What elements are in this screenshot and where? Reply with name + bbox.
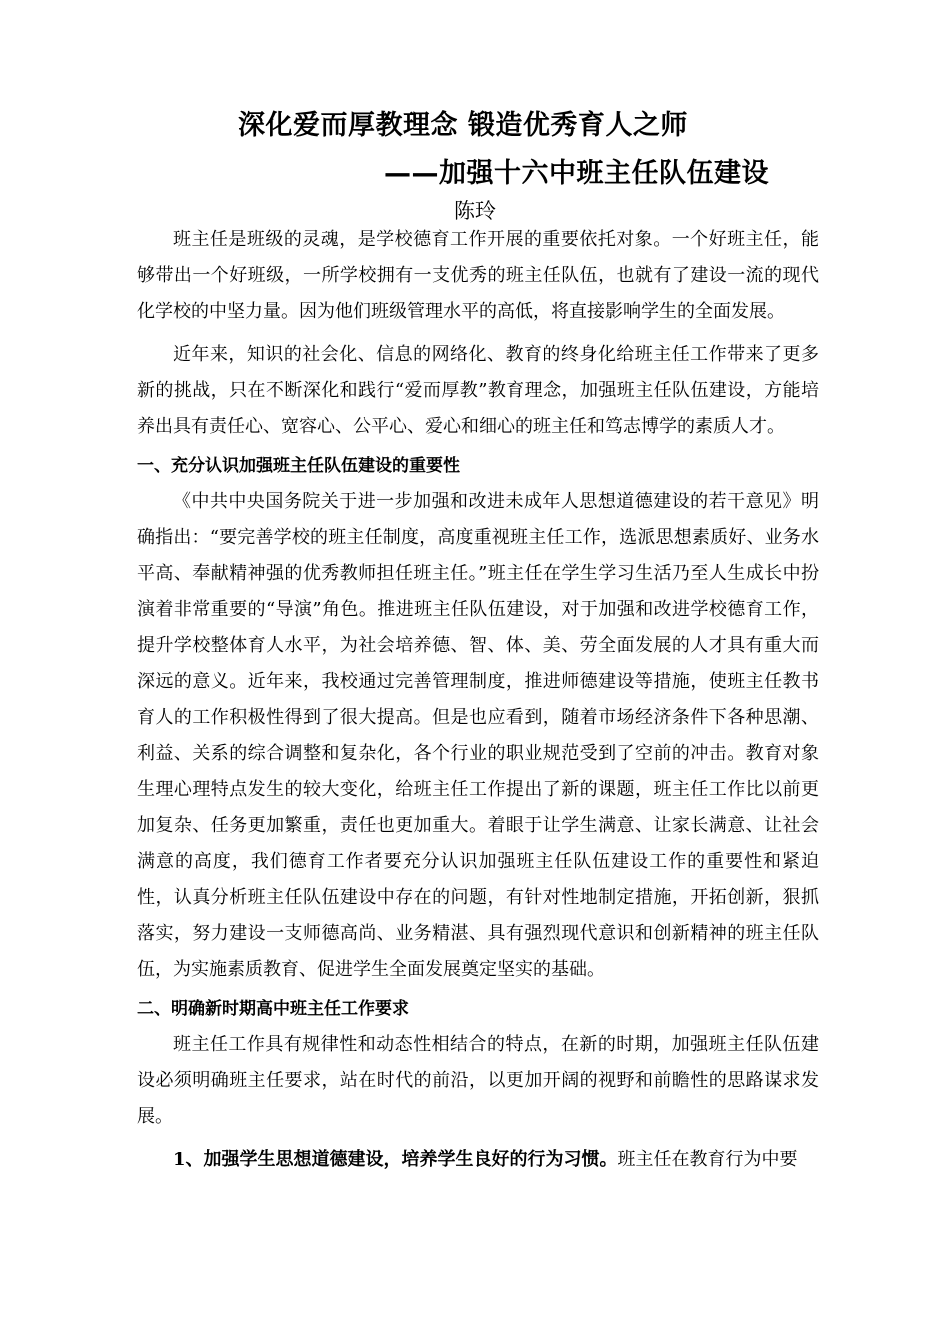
document-body xyxy=(137,222,819,1178)
section-heading-2: 二、明确新时期高中班主任工作要求 xyxy=(137,999,409,1019)
document-subtitle: ——加强十六中班主任队伍建设 xyxy=(384,158,769,189)
section-heading-1: 一、充分认识加强班主任队伍建设的重要性 xyxy=(137,456,460,476)
document-title: 深化爱而厚教理念 锻造优秀育人之师 xyxy=(238,110,688,141)
author-name: 陈玲 xyxy=(454,199,496,223)
section-2-item-1 xyxy=(137,1142,819,1178)
intro-paragraph-2: 近年来，知识的社会化、信息的网络化、教育的终身化给班主任工作带来了更多新的挑战，只在不断深化和践行“爱而厚教”教育理念，加强班主任队伍建设，方能培养出具有责任心、宽容心、公平心、爱心和细心的班主任和笃志博学的素质人才。 xyxy=(137,344,819,437)
section-1-paragraph: 《中共中央国务院关于进一步加强和改进未成年人思想道德建设的若干意见》明确指出：“要完善学校的班主任制度，高度重视班主任工作，选派思想素质好、业务水平高、奉献精神强的优秀教师担任班主任。”班主任在学生学习生活乃至人生成长中扮演着非常重要的“导演”角色。推进班主任队伍建设，对于加强和改进学校德育工作，提升学校整体育人水平，为社会培养德、智、体、美、劳全面发展的人才具有重大而深远的意义。近年来，我校通过完善管理制度，推进师德建设等措施，使班主任教书育人的工作积极性得到了很大提高。但是也应看到，随着市场经济条件下各种思潮、利益、关系的综合调整和复杂化，各个行业的职业规范受到了空前的冲击。教育对象生理心理特点发生的较大变化，给班主任工作提出了新的课题，班主任工作比以前更加复杂、任务更加繁重，责任也更加重大。着眼于让学生满意、让家长满意、让社会满意的高度，我们德育工作者要充分认识加强班主任队伍建设工作的重要性和紧迫性，认真分析班主任队伍建设中存在的问题，有针对性地制定措施，开拓创新，狠抓落实，努力建设一支师德高尚、业务精湛、具有强烈现代意识和创新精神的班主任队伍，为实施素质教育、促进学生全面发展奠定坚实的基础。 xyxy=(137,491,819,980)
section-2-paragraph: 班主任工作具有规律性和动态性相结合的特点，在新的时期，加强班主任队伍建设必须明确班主任要求，站在时代的前沿，以更加开阔的视野和前瞻性的思路谋求发展。 xyxy=(137,1034,819,1127)
intro-paragraph-1: 班主任是班级的灵魂，是学校德育工作开展的重要依托对象。一个好班主任，能够带出一个好班级，一所学校拥有一支优秀的班主任队伍，也就有了建设一流的现代化学校的中坚力量。因为他们班级管理水平的高低，将直接影响学生的全面发展。 xyxy=(137,229,819,322)
item-1-text: 班主任在教育行为中要 xyxy=(617,1149,798,1170)
item-1-lead: 1、加强学生思想道德建设，培养学生良好的行为习惯。 xyxy=(173,1149,618,1170)
